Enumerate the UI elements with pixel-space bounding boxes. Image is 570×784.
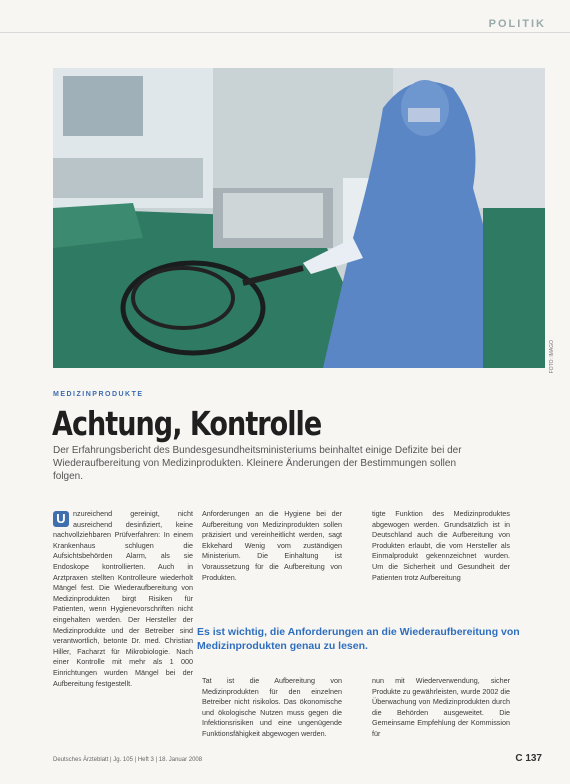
footer-citation: Deutsches Ärzteblatt | Jg. 105 | Heft 3 | 18. Januar 2008 <box>53 757 203 763</box>
column-1-text: nzureichend gereinigt, nicht ausreichend desinfiziert, keine nachvollziehbaren Prüfverfahren: In einem Krankenhaus schlugen die Aufsichtsbehörden Alarm, als sie Endoskope kontrollierten. Auch in Arztpraxen stellten Kontrolleure wiederholt Mängel fest. Die Wiederaufbereitung von Medizinprodukten birgt Risiken für Patienten, wenn Hygienevorschriften nicht eingehalten werden. Der Hersteller der Medizinprodukte und der Betreiber sind verantwortlich, betonte Dr. med. Christian Hiller, Facharzt für Mikrobiologie. Nach einer Kontrolle mit mehr als 1 000 Einrichtungen wurden Mängel bei der Aufbereitung festgestellt. <box>53 509 193 688</box>
article-column-2-continued: Tat ist die Aufbereitung von Medizinprodukten für den einzelnen Betreiber nicht risikolos. Das ökonomische und ökologische Nutzen muss gegen die Infektionsrisiken und eine ungenügende Funktionsfähigkeit abgewogen werden. <box>202 676 342 738</box>
article-kicker: MEDIZINPRODUKTE <box>53 391 144 398</box>
header-rule <box>0 32 570 33</box>
article-column-3-continued: nun mit Wiederverwendung, sicher Produkte zu gewährleisten, wurde 2002 die Überwachung von Medizinprodukten durch die Behörden ausgeweitet. Die Gemeinsame Empfehlung der Kommission für <box>372 676 510 738</box>
photo-credit: FOTO: IMAGO <box>549 340 555 374</box>
page-number: C 137 <box>515 753 542 764</box>
article-headline: Achtung, Kontrolle <box>52 404 322 443</box>
article-column-1 <box>53 509 193 749</box>
article-column-2: Anforderungen an die Hygiene bei der Aufbereitung von Medizinprodukten sollen präzisiert und vereinheitlicht werden, sagt Ekkehard Wenig vom zuständigen Ministerium. Die Einhaltung ist Voraussetzung für die Aufbereitung von Produkten. <box>202 509 342 582</box>
article-lead: Der Erfahrungsbericht des Bundesgesundheitsministeriums beinhaltet einige Defizite bei der Wiederaufbereitung von Medizinprodukten. Kleinere Änderungen der Bestimmungen sollen folgen. <box>53 445 462 482</box>
pull-quote: Es ist wichtig, die Anforderungen an die Wiederaufbereitung von Medizinprodukten genau zu lesen. <box>197 626 520 652</box>
article-photo <box>53 68 545 368</box>
section-label: POLITIK <box>488 18 546 30</box>
dropcap: U <box>53 511 69 527</box>
photo-medical-reprocessing-icon <box>53 68 545 368</box>
article-column-3: tigte Funktion des Medizinproduktes abgewogen werden. Grundsätzlich ist in Deutschland auch die Aufbereitung von Produkten erlaubt, die vom Hersteller als Einmalprodukt gekennzeichnet wurden. Um die Sicherheit und Gesundheit der Patienten trotz Aufbereitung <box>372 509 510 582</box>
